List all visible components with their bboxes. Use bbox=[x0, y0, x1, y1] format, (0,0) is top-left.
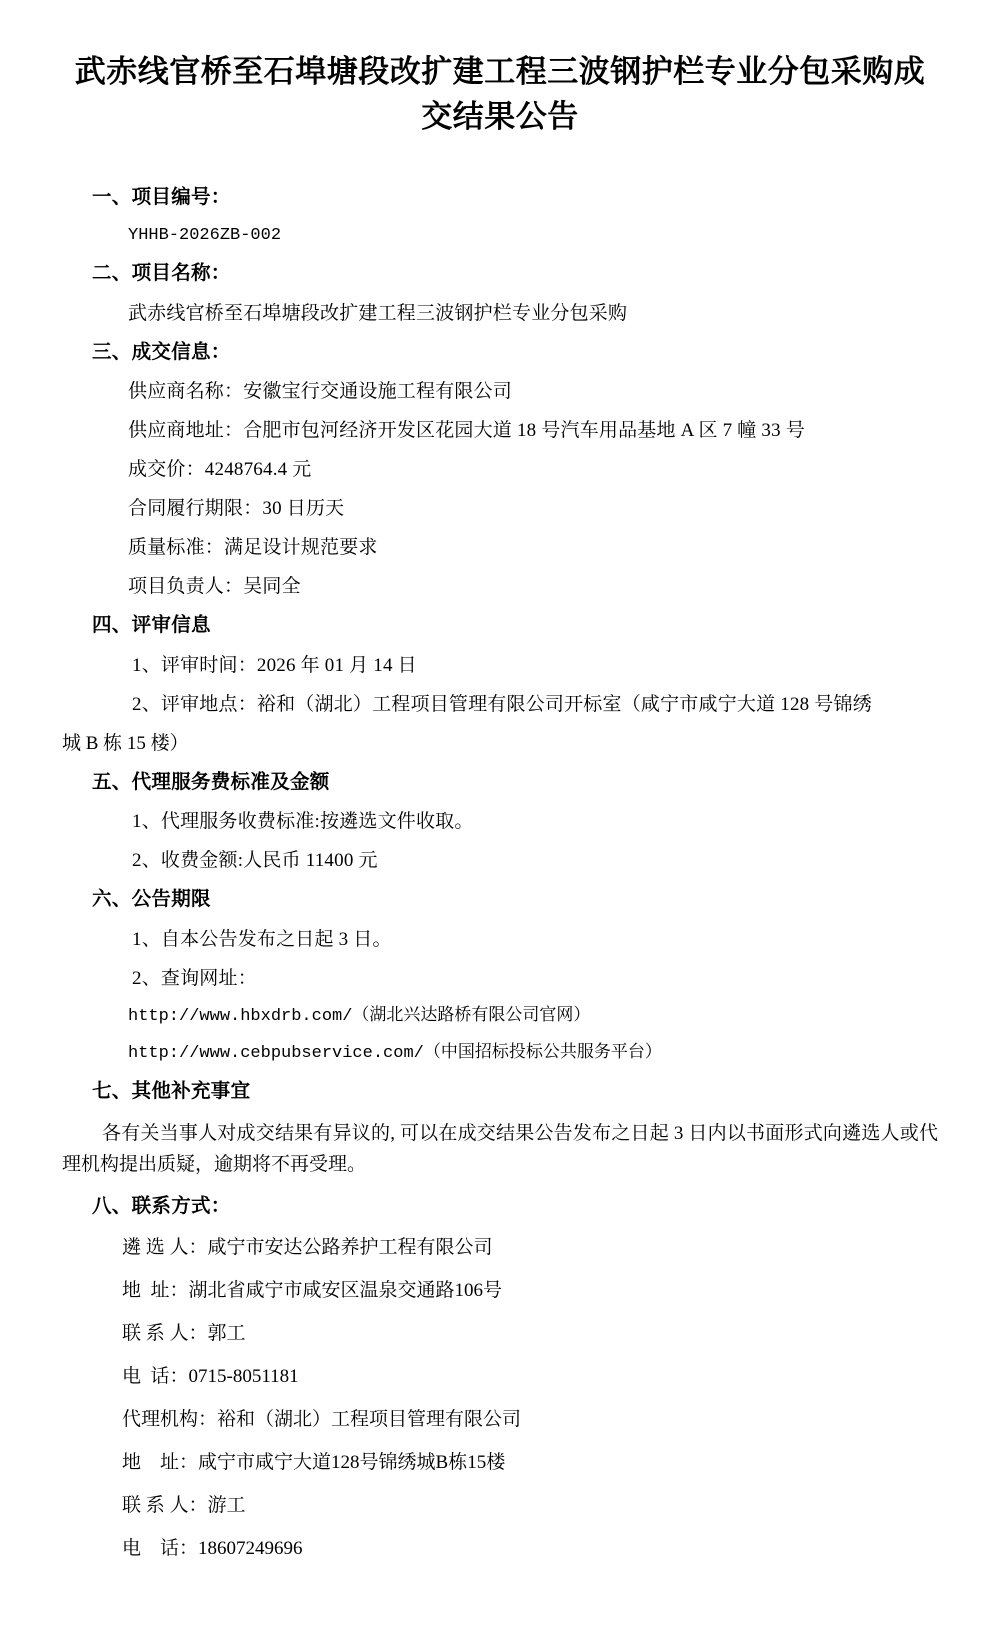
contact-label: 联 系 人： bbox=[122, 1323, 208, 1345]
other-matters-paragraph: 各有关当事人对成交结果有异议的, 可以在成交结果公告发布之日起 3 日内以书面形式向遴选人或代理机构提出质疑，逾期将不再受理。 bbox=[62, 1123, 938, 1176]
contact-row-agency-person bbox=[62, 1484, 938, 1527]
contact-row-agency-address bbox=[62, 1441, 938, 1484]
section-heading-contact: 八、联系方式： bbox=[92, 1194, 231, 1217]
document-body bbox=[62, 178, 938, 1571]
contact-row-agency bbox=[62, 1398, 938, 1441]
contact-value: 咸宁市安达公路养护工程有限公司 bbox=[207, 1237, 493, 1259]
project-name-value: 武赤线官桥至石埠塘段改扩建工程三波钢护栏专业分包采购 bbox=[128, 302, 628, 324]
contact-value: 裕和（湖北）工程项目管理有限公司 bbox=[217, 1409, 522, 1431]
contract-duration-line: 合同履行期限：30 日历天 bbox=[128, 498, 345, 520]
contact-label: 代理机构： bbox=[122, 1409, 218, 1431]
section-heading-announcement-period: 六、公告期限 bbox=[92, 888, 211, 911]
contact-row-agency-phone bbox=[62, 1527, 938, 1570]
query-url-cebpubservice[interactable]: http://www.cebpubservice.com/（中国招标投标公共服务平台） bbox=[128, 1043, 662, 1063]
agency-fee-amount-line: 2、收费金额:人民币 11400 元 bbox=[132, 850, 378, 872]
contact-label: 电 话： bbox=[122, 1366, 189, 1388]
supplier-name-line: 供应商名称：安徽宝行交通设施工程有限公司 bbox=[128, 381, 513, 403]
review-location-line-continued: 城 B 栋 15 楼） bbox=[62, 732, 189, 754]
section-heading-agency-fee: 五、代理服务费标准及金额 bbox=[92, 770, 330, 793]
contact-label: 联 系 人： bbox=[122, 1495, 208, 1517]
contact-value: 18607249696 bbox=[198, 1538, 303, 1560]
supplier-address-line: 供应商地址：合肥市包河经济开发区花园大道 18 号汽车用品基地 A 区 7 幢 33 号 bbox=[128, 420, 805, 442]
page-title: 武赤线官桥至石埠塘段改扩建工程三波钢护栏专业分包采购成交结果公告 bbox=[74, 54, 926, 134]
project-manager-line: 项目负责人：吴同全 bbox=[128, 576, 301, 598]
contact-row-tenderer-phone bbox=[62, 1355, 938, 1398]
query-url-hbxdrb[interactable]: http://www.hbxdrb.com/（湖北兴达路桥有限公司官网） bbox=[128, 1006, 591, 1026]
contact-row-tenderer bbox=[62, 1226, 938, 1269]
agency-fee-standard-line: 1、代理服务收费标准:按遴选文件收取。 bbox=[132, 811, 474, 833]
contact-row-tenderer-address bbox=[62, 1269, 938, 1312]
announcement-duration-line: 1、自本公告发布之日起 3 日。 bbox=[132, 928, 392, 950]
contact-value: 湖北省咸宁市咸安区温泉交通路106号 bbox=[188, 1280, 503, 1302]
contact-label: 遴 选 人： bbox=[122, 1237, 208, 1259]
section-heading-other-matters: 七、其他补充事宜 bbox=[92, 1079, 251, 1102]
section-heading-project-name: 二、项目名称： bbox=[92, 262, 231, 285]
section-heading-award-info: 三、成交信息： bbox=[92, 340, 231, 363]
section-heading-review-info: 四、评审信息 bbox=[92, 614, 211, 637]
contact-value: 咸宁市咸宁大道128号锦绣城B栋15楼 bbox=[198, 1452, 506, 1474]
review-location-line: 2、评审地点：裕和（湖北）工程项目管理有限公司开标室（咸宁市咸宁大道 128 号锦绣 bbox=[132, 693, 872, 715]
contact-value: 游工 bbox=[207, 1495, 246, 1517]
contact-value: 0715-8051181 bbox=[188, 1366, 299, 1388]
quality-standard-line: 质量标准：满足设计规范要求 bbox=[128, 537, 378, 559]
award-price-line: 成交价：4248764.4 元 bbox=[128, 459, 312, 481]
section-heading-project-number: 一、项目编号： bbox=[92, 185, 231, 208]
project-number-value: YHHB-2026ZB-002 bbox=[128, 226, 282, 246]
review-time-line: 1、评审时间：2026 年 01 月 14 日 bbox=[132, 654, 417, 676]
contact-label: 地 址： bbox=[122, 1280, 189, 1302]
contact-label: 电 话： bbox=[122, 1538, 199, 1560]
query-url-label-line: 2、查询网址： bbox=[132, 967, 257, 989]
contact-label: 地 址： bbox=[122, 1452, 199, 1474]
contact-row-tenderer-person bbox=[62, 1312, 938, 1355]
contact-value: 郭工 bbox=[207, 1323, 246, 1345]
